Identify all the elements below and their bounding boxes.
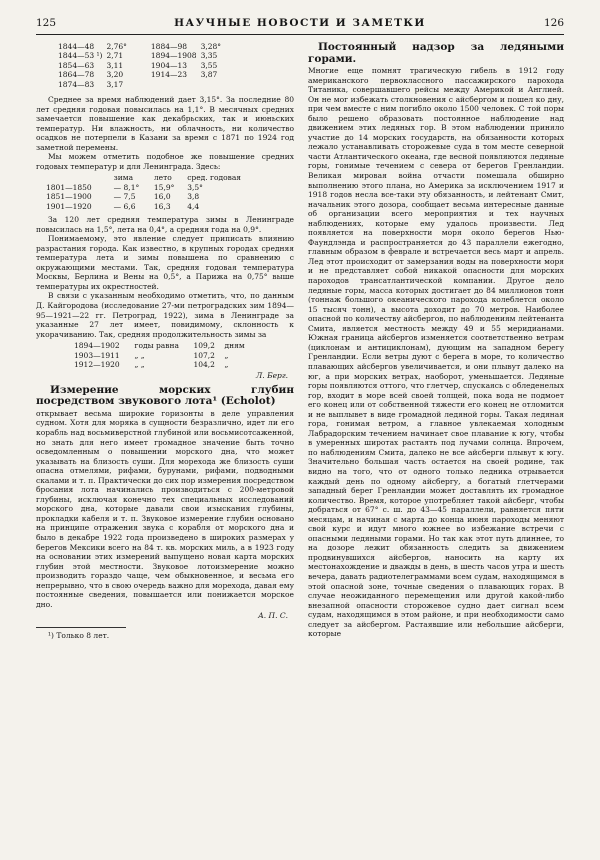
article-title: Измерение морских глубин посредством звукового лота¹ (Echolot) <box>36 383 294 408</box>
table-row <box>36 42 223 51</box>
author-signature: А. П. С. <box>258 611 288 621</box>
table-cell: 1894—1902 <box>74 341 120 351</box>
table-cell: 3,11 <box>106 60 124 70</box>
column-header: зима <box>113 173 134 183</box>
table-cell: 3,87 <box>200 70 218 80</box>
table-cell: 3,55 <box>200 60 218 70</box>
table-cell: 1884—98 <box>150 42 188 51</box>
table-row <box>44 192 264 201</box>
table-row <box>44 202 264 211</box>
footnote-divider <box>36 627 126 628</box>
paragraph: За 120 лет средняя температура зимы в Ленинграде повысилась на 1,5°, лета на 0,4°, а средняя года на 0,9°. <box>36 215 294 234</box>
page-header <box>36 14 564 35</box>
paragraph: Мы можем отметить подобное же повышение средних годовых температур и для Ленинграда. Здесь: <box>36 152 294 171</box>
table-cell: годы равна <box>134 341 179 351</box>
table-row <box>72 360 252 369</box>
table-row <box>36 70 223 79</box>
table-cell: 1894—1908 <box>150 51 197 61</box>
table-row <box>36 51 223 60</box>
table-cell: 2,71 <box>106 51 124 61</box>
table-cell: 1844—53 ¹) <box>58 51 103 61</box>
table-cell: 3,28° <box>200 42 222 51</box>
paragraph: открывает весьма широкие горизонты в деле управления судном. Хотя для моряка в сущности безразлично, идет ли его корабль над восьмиверстной глубиной или восьмисотсаженной, но знать для него имеет громадное значение быть точно осведомленным о повышении морского дна, что может указывать на близость суши. Для морехода же близость суши опасна отмелями, рифами, бурунами, рифами, подводными скалами и т. п. Практически до сих пор измерения посредством бросания лота начинались производиться с 200-метровой глубины, исключая конечно тех специальных исследований морского дна, которые давали свои изыскания глубины, прокладки кабеля и т. п. Звуковое измерение глубин основано на принципе отражения звука с корабля от морского дна и было в декабре 1922 года произведено в широких размерах у берегов Мексики всего на 84 т. кв. морских миль, а в 1923 году на основании этих измерений выпущено новая карта морских глубин этой местности. Звуковое лотоизмерение можно производить гораздо чаще, чем обыкновенное, и весьма его непрерывно, что в свою очередь важно для морехода, давая ему постоянные сведения, повышается или понижается морское дно. <box>36 408 294 609</box>
page-number-left: 125 <box>36 17 57 29</box>
running-title: НАУЧНЫЕ НОВОСТИ И ЗАМЕТКИ <box>174 17 426 29</box>
table-cell: 1864—78 <box>58 70 95 80</box>
table-cell: — 8,1° <box>113 182 140 192</box>
table-cell: 3,35 <box>200 51 218 61</box>
table-cell: 1874—83 <box>58 79 95 89</box>
paragraph: В связи с указанным необходимо отметить, что, по данным Д. Кайгородова (исследование 27-ми петроградских зим 1894—95—1921—22 гг. Петроград, 1922), зима в Ленинграде за указанные 27 лет имеет, повидимому, склонность к укорачиванию. Так, средняя продолжительность зимы за <box>36 291 294 339</box>
footnote: ¹) Только 8 лет. <box>48 630 110 640</box>
table-cell: 1912—1920 <box>74 359 120 369</box>
author-signature: Л. Берг. <box>256 371 288 381</box>
table-cell: 15,9° <box>153 182 175 192</box>
table-cell: — 7,5 <box>113 192 136 202</box>
table-cell <box>129 80 199 89</box>
table-cell: 109,2 <box>193 341 215 351</box>
table-cell: „ <box>224 359 229 369</box>
leningrad-temperature-table <box>44 173 264 211</box>
table-cell: 1854—63 <box>58 60 95 70</box>
table-cell: 2,76° <box>106 42 127 51</box>
paragraph: Понимаемому, это явление следует приписать влиянию разрастания города. Как известно, в крупных городах средняя температура лета и зимы повышена по сравнению с окружающими местами. Так, средняя годовая температура Москвы, Берлина и Вены на 0,5°, а Парижа на 0,75° выше температуры их окрестностей. <box>36 234 294 291</box>
table-row <box>72 351 252 360</box>
table-cell: 16,3 <box>153 201 171 211</box>
left-column <box>36 42 294 640</box>
table-cell: 3,20 <box>106 70 124 80</box>
table-cell: 107,2 <box>193 350 215 360</box>
table-cell <box>199 80 223 89</box>
table-cell: 1901—1920 <box>46 201 92 211</box>
table-cell: 3,17 <box>106 79 124 89</box>
table-header-row <box>44 173 264 182</box>
table-cell: дням <box>224 341 245 351</box>
table-cell: 3,8 <box>187 192 200 202</box>
table-cell: „ „ <box>134 350 145 360</box>
table-cell: 1844—48 <box>58 42 95 51</box>
table-cell: 1851—1900 <box>46 192 92 202</box>
table-cell: 1801—1850 <box>46 182 92 192</box>
paragraph: Многие еще помнят трагическую гибель в 1912 году американского первоклассного пассажирского парохода Титаника, совершавшего рейсы между Америкой и Англией. Он не мог избежать столкновения с айсбергом и пошел ко дну, при чем вместе с ним погибло около 1500 человек. С той поры было решено образовать постоянное наблюдение над движением этих ледяных гор. В этом наблюдении приняло участие до 14 морских государств, на обязанности которых лежало устанавливать сторожевые суда в том месте северной части Атлантического океана, где весной появляются ледяные горы, гонимые течением с севера от берегов Гренландии. Великая мировая война отчасти помешала обширно выполнению этого плана, но Америка за исключением 1917 и 1918 годов несла все-таки эту обязанность, и лейтенант Смит, начальник этого дозора, сообщает весьма интересные данные об организации всего мероприятия и тех научных наблюдениях, которые ему удалось произвести. Лед появляется на поверхности моря около берегов Нью-Фаундлэнда и распространяется до 43 параллели ежегодно, главным образом в феврале и встречается весь март и апрель. Лед этот происходит от замерзания воды на поверхности моря и не представляет собой никакой опасности для морских пароходов трансатлантической компании. Другое дело ледяные горы, масса которых достигает до 84 миллионов тонн (тоннаж большого океанического парохода колеблется около 15 тысяч тонн), а высота доходит до 70 метров. Наиболее опасной по количеству айсбергов, по наблюдениям лейтенанта Смита, является местность между 49 и 55 меридианами. Южная граница айсбергов изменяется соответственно ветрам (циклонам и антициклонам), дующим на западном берегу Гренландии. Если ветры дуют с берега в море, то количество плавающих айсбергов увеличивается, и они плывут далеко на юг, а при морских ветрах, наоборот, уменьшается. Ледяные горы появляются оттого, что глетчер, спускаясь с обледенелых гор, входит в море всей своей толщей, пока вода не подмоет его конец или от собственной тяжести его конец не отломится и не выплывет в виде громадной ледяной горы. Такая ледяная гора, гонимая ветром, а главное увлекаемая холодным Лабрадорским течением начинает свое плавание к югу, чтобы в умеренных широтах растаять под лучами солнца. Впрочем, по наблюдениям Смита, далеко не все айсберги плывут к югу. Значительно большая часть остается на своей родине, так видно на того, что от одного только ледника отрывается каждый день по одному айсбергу, а богатый глетчерами западный берег Гренландии может доставлять их громадное количество. Время, которое употребляет такой айсберг, чтобы добраться от 67° с. ш. до 43—45 параллели, равняется пяти месяцам, и начиная с марта до конца июня пароходы меняют свой курс и идут много южнее во избежание встречи с опасными ледяными горами. Но так как этот путь длиннее, то на дозоре лежит обязанность следить за движением продвинувшихся айсбергов, наносить на карту их местонахождение и дважды в день, в шесть часов утра и шесть вечера, давать радиотелеграммами всем судам, находящимся в этой опасной зоне, точные сведения о плавающих горах. В случае неожиданного перемещения или другой какой-либо внезапной опасности сторожевое судно дает сигнал всем судам, находящимся в этом районе, и при необходимости само следует за айсбергом. Растаявшие или небольшие айсберги, которые <box>308 66 564 639</box>
table-row <box>36 80 223 89</box>
table-cell: 3,5° <box>187 182 203 192</box>
table-row <box>36 61 223 70</box>
table-cell: 16,0 <box>153 192 171 202</box>
column-header: лето <box>153 173 172 183</box>
right-column <box>308 42 564 639</box>
table-row <box>44 183 264 192</box>
table-cell: 104,2 <box>193 359 215 369</box>
article-title: Постоянный надзор за ледяными горами. <box>308 41 564 65</box>
table-cell: 1914—23 <box>150 70 188 80</box>
table-cell: 1904—13 <box>150 60 188 70</box>
page-number-right: 126 <box>543 17 564 29</box>
table-cell: 1903—1911 <box>74 350 120 360</box>
winter-duration-table <box>72 341 252 369</box>
column-header: сред. годовая <box>187 173 242 183</box>
kazan-temperature-table <box>36 42 223 89</box>
table-cell: — 6,6 <box>113 201 136 211</box>
table-cell: „ „ <box>134 359 145 369</box>
table-row <box>72 341 252 350</box>
paragraph: Среднее за время наблюдений дает 3,15°. За последние 80 лет средняя годовая повысилась на 1,1°. В месячных средних замечается повышение как декабрьских, так и июньских температур. Ни влажность, ни облачность, ни количество осадков не потерпели в Казани за время с 1871 по 1924 год заметной перемены. <box>36 95 294 152</box>
table-cell: „ <box>224 350 229 360</box>
table-cell: 4,4 <box>187 201 200 211</box>
